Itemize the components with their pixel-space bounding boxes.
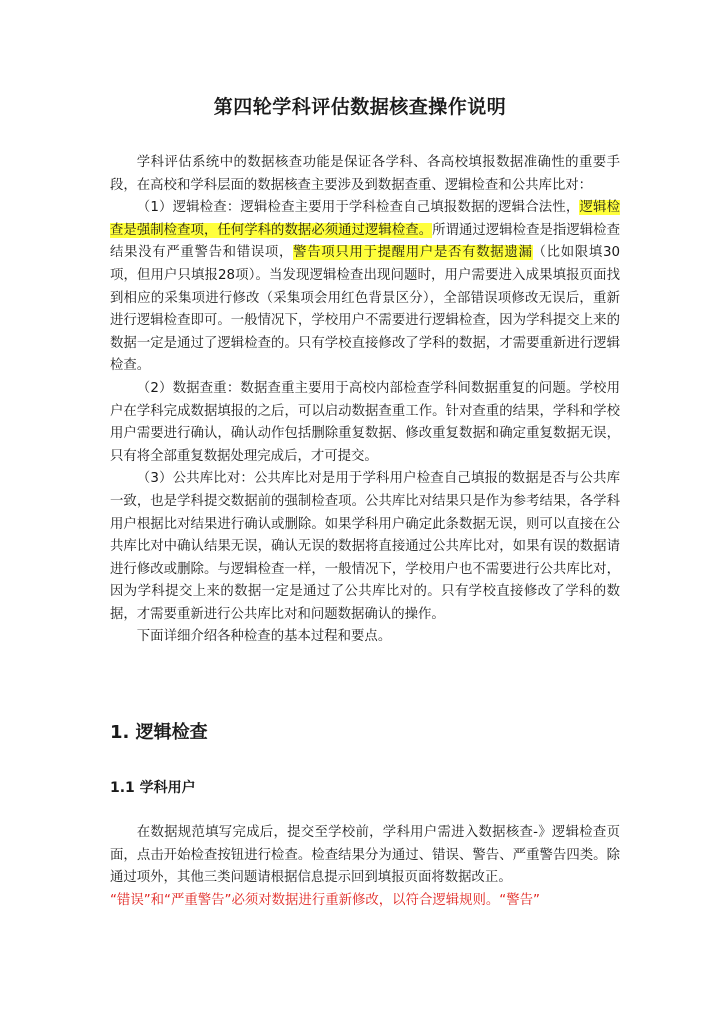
document-body bbox=[110, 152, 620, 649]
logic-mid-text: 所谓通过逻辑检查是指逻辑检查结果没有严重警告和错误项， bbox=[110, 222, 620, 261]
subject-user-paragraph: 在数据规范填写完成后，提交至学校前，学科用户需进入数据核查-》逻辑检查页面，点击开始检查按钮进行检查。检查结果分为通过、错误、警告、严重警告四类。除通过项外，其他三类问题请根据信息提示回到填报页面将数据改正。 bbox=[110, 825, 620, 886]
red-warning-text: “错误”和“严重警告”必须对数据进行重新修改，以符合逻辑规则。“警告” bbox=[110, 892, 540, 908]
highlighted-text: 警告项只用于提醒用户是否有数据遗漏 bbox=[293, 245, 533, 261]
duplicate-check-paragraph: （2）数据查重：数据查重主要用于高校内部检查学科间数据重复的问题。学校用户在学科完成数据填报的之后，可以启动数据查重工作。针对查重的结果，学科和学校用户需要进行确认，确认动作包括删除重复数据、修改重复数据和确定重复数据无误，只有将全部重复数据处理完成后，才可提交。 bbox=[110, 380, 620, 464]
logic-check-paragraph bbox=[110, 197, 620, 378]
next-paragraph: 下面详细介绍各种检查的基本过程和要点。 bbox=[136, 629, 392, 645]
subsection-body bbox=[110, 822, 620, 912]
subsection-heading: 1.1 学科用户 bbox=[110, 780, 196, 796]
highlighted-text: 逻辑检查是强制检查项，任何学科的数据必须通过逻辑检查。 bbox=[110, 200, 620, 238]
intro-paragraph: 学科评估系统中的数据核查功能是保证各学科、各高校填报数据准确性的重要手段，在高校和学科层面的数据核查主要涉及到数据查重、逻辑检查和公共库比对： bbox=[110, 155, 620, 193]
public-library-paragraph: （3）公共库比对：公共库比对是用于学科用户检查自己填报的数据是否与公共库一致，也是学科提交数据前的强制检查项。公共库比对结果只是作为参考结果，各学科用户根据比对结果进行确认或删除。如果学科用户确定此条数据无误，则可以直接在公共库比对中确认结果无误，确认无误的数据将直接通过公共库比对，如果有误的数据请进行修改或删除。与逻辑检查一样，一般情况下，学校用户也不需要进行公共库比对，因为学科提交上来的数据一定是通过了公共库比对的。只有学校直接修改了学科的数据，才需要重新进行公共库比对和问题数据确认的操作。 bbox=[110, 471, 620, 622]
logic-lead-text: （1）逻辑检查：逻辑检查主要用于学科检查自己填报数据的逻辑合法性， bbox=[136, 200, 580, 216]
logic-tail-text: （比如限填30项，但用户只填报28项）。当发现逻辑检查出现问题时，用户需要进入成果填报页面找到相应的采集项进行修改（采集项会用红色背景区分），全部错误项修改无误后，重新进行逻辑检查即可。一般情况下，学校用户不需要进行逻辑检查，因为学科提交上来的数据一定是通过了逻辑检查的。只有学校直接修改了学科的数据，才需要重新进行逻辑检查。 bbox=[110, 245, 621, 374]
document-title: 第四轮学科评估数据核查操作说明 bbox=[213, 96, 507, 118]
section-heading: 1. 逻辑检查 bbox=[110, 722, 208, 743]
